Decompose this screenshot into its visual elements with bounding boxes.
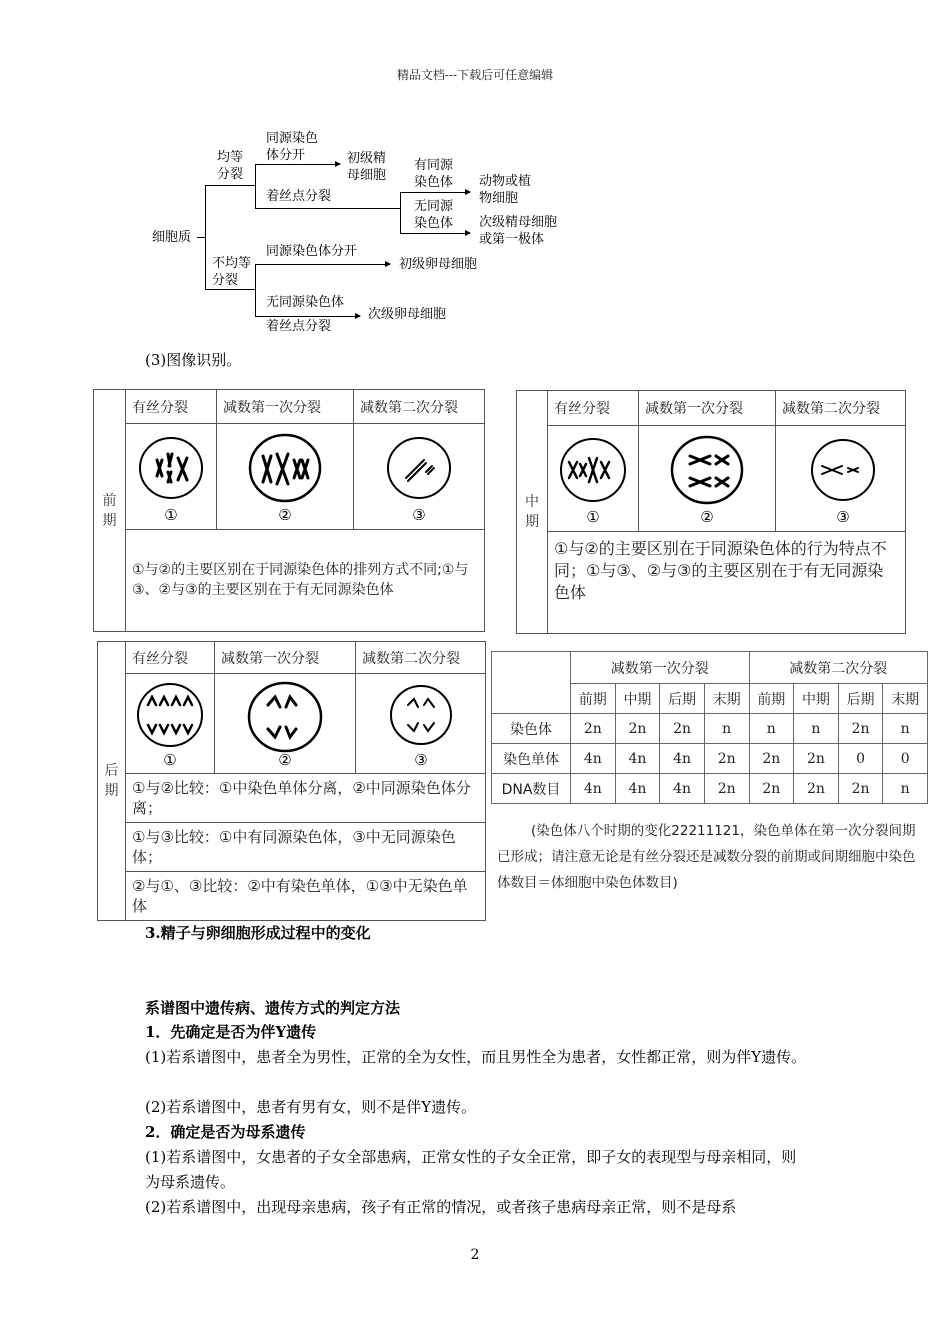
phase-header: 末期 [704, 684, 749, 714]
metaphase-mitosis-cell-diagram [553, 428, 633, 526]
ana-circle-num-2: ② [278, 750, 292, 769]
table-footnote: (染色体八个时期的变化22211121，染色单体在第一次分裂间期已形成；请注意无论是有丝分裂还是减数分裂的前期或间期细胞中染色体数目＝体细胞中染色体数目) [497, 823, 916, 891]
table-row [492, 744, 928, 774]
table-cell: 4n [615, 744, 660, 774]
meta-circle-num-2: ② [700, 507, 714, 526]
tree-eq-b1: 有同源 染色体 [414, 158, 454, 190]
table-cell: 2n [615, 714, 660, 744]
page-header: 精品文档---下载后可任意编辑 [396, 68, 554, 82]
tree-root: 细胞质 [152, 230, 192, 245]
tree-eq-a: 同源染色 体分开 [266, 131, 319, 163]
phase-header: 后期 [660, 684, 705, 714]
table-cell: 4n [615, 774, 660, 804]
table-cell: n [704, 714, 749, 744]
prophase-meiosis2-cell-diagram [364, 426, 474, 524]
phase-header: 末期 [883, 684, 928, 714]
anaphase-table [97, 641, 486, 921]
group-meiosis1: 减数第一次分裂 [571, 652, 750, 684]
phase-header: 前期 [749, 684, 794, 714]
tree-eq-a-result: 初级精 母细胞 [347, 151, 387, 183]
anaphase-mitosis-cell [126, 674, 215, 774]
anaphase-stage: 后 期 [104, 763, 119, 799]
col-header-meiosis2: 减数第二次分裂 [354, 390, 485, 424]
meta-col-header-mitosis: 有丝分裂 [548, 391, 639, 426]
row-label: 染色体 [492, 714, 571, 744]
tree-un-b-result: 次级卵母细胞 [368, 307, 447, 322]
col-header-mitosis: 有丝分裂 [126, 390, 217, 424]
circle-num-2: ② [278, 505, 292, 524]
tree-eq-b2-result: 次级精母细胞 或第一极体 [479, 215, 558, 247]
anaphase-note-2: ①与③比较：①中有同源染色体，③中无同源染色体； [126, 823, 486, 872]
step1-paragraph-1: (1)若系谱图中，患者全为男性，正常的全为女性，而且男性全为患者，女性都正常，则为伴Y遗传。 [145, 1048, 807, 1066]
table-cell: n [794, 714, 839, 744]
tree-eq-b: 着丝点分裂 [266, 189, 332, 204]
tree-un-b1: 无同源染色体 [266, 295, 345, 310]
table-cell: 0 [883, 744, 928, 774]
metaphase-mitosis-cell [548, 426, 639, 532]
metaphase-meiosis1-cell [639, 426, 776, 532]
table-cell: 2n [749, 744, 794, 774]
phase-header: 后期 [838, 684, 883, 714]
tree-eq-b1-result: 动物或植 物细胞 [479, 174, 532, 206]
table-cell: 2n [794, 744, 839, 774]
step2-paragraph-2: (2)若系谱图中，出现母亲患病，孩子有正常的情况，或者孩子患病母亲正常，则不是母系 [145, 1198, 737, 1216]
table-cell: 4n [571, 774, 616, 804]
page-number: 2 [470, 1247, 480, 1263]
table-cell: 2n [660, 714, 705, 744]
tree-un-a-result: 初级卵母细胞 [399, 257, 478, 272]
ana-col-header-meiosis1: 减数第一次分裂 [215, 642, 356, 674]
ana-circle-num-3: ③ [413, 750, 428, 769]
col-header-meiosis1: 减数第一次分裂 [217, 390, 354, 424]
ana-circle-num-1: ① [163, 750, 177, 769]
table-cell: 4n [660, 774, 705, 804]
tree-unequal: 不均等 分裂 [212, 256, 252, 288]
circle-num-3: ③ [412, 505, 426, 524]
metaphase-meiosis2-cell-diagram [786, 428, 896, 526]
table-cell: 4n [571, 744, 616, 774]
step1-heading: 1．先确定是否为伴Y遗传 [145, 1023, 317, 1041]
meta-circle-num-1: ① [586, 507, 600, 526]
pedigree-title: 系谱图中遗传病、遗传方式的判定方法 [145, 999, 401, 1017]
phase-header: 中期 [794, 684, 839, 714]
prophase-stage: 前 期 [102, 492, 117, 529]
table-cell: n [883, 714, 928, 744]
group-meiosis2: 减数第二次分裂 [749, 652, 928, 684]
phase-header: 中期 [615, 684, 660, 714]
prophase-meiosis1-cell-diagram [230, 426, 340, 524]
table-cell: 2n [838, 774, 883, 804]
step2-paragraph-1: (1)若系谱图中，女患者的子女全部患病，正常女性的子女全正常，即子女的表现型与母亲相同，则为母系遗传。 [145, 1148, 797, 1191]
anaphase-meiosis1-cell [215, 674, 356, 774]
circle-num-1: ① [164, 505, 178, 524]
step1-paragraph-2: (2)若系谱图中，患者有男有女，则不是伴Y遗传。 [145, 1098, 477, 1116]
metaphase-stage: 中 期 [525, 494, 539, 530]
prophase-table [93, 389, 485, 632]
prophase-note: ①与②的主要区别在于同源染色体的排列方式不同;①与③、②与③的主要区别在于有无同源染色体 [126, 530, 485, 632]
table-cell: 2n [794, 774, 839, 804]
metaphase-meiosis2-cell [776, 426, 906, 532]
table-cell: n [749, 714, 794, 744]
table-cell: 2n [571, 714, 616, 744]
meta-col-header-meiosis2: 减数第二次分裂 [776, 391, 906, 426]
anaphase-note-1: ①与②比较：①中染色单体分离，②中同源染色体分离； [126, 774, 486, 823]
anaphase-note-3: ②与①、③比较：②中有染色单体，①③中无染色单体 [126, 872, 486, 921]
table-cell: 2n [749, 774, 794, 804]
anaphase-meiosis1-cell-diagram [230, 675, 340, 769]
heading-3: 3.精子与卵细胞形成过程中的变化 [145, 924, 371, 942]
table-cell: 2n [838, 714, 883, 744]
chromosome-count-table [491, 651, 928, 804]
row-label: 染色单体 [492, 744, 571, 774]
tree-un-b2: 着丝点分裂 [266, 319, 332, 334]
section3-intro: (3)图像识别。 [145, 351, 242, 369]
table-cell: 2n [704, 774, 749, 804]
prophase-mitosis-cell [126, 424, 217, 530]
anaphase-meiosis2-cell [356, 674, 486, 774]
table-cell: 2n [704, 744, 749, 774]
meta-col-header-meiosis1: 减数第一次分裂 [639, 391, 776, 426]
prophase-mitosis-cell-diagram [131, 426, 211, 524]
table-cell: n [883, 774, 928, 804]
phase-header: 前期 [571, 684, 616, 714]
table-cell: 0 [838, 744, 883, 774]
table-row [492, 714, 928, 744]
prophase-meiosis1-cell [217, 424, 354, 530]
row-label: DNA数目 [492, 774, 571, 804]
tree-un-a: 同源染色体分开 [266, 244, 358, 259]
ana-col-header-mitosis: 有丝分裂 [126, 642, 215, 674]
tree-eq-b2: 无同源 染色体 [414, 199, 454, 231]
metaphase-note: ①与②的主要区别在于同源染色体的行为特点不同；①与③、②与③的主要区别在于有无同源染色体 [548, 532, 906, 634]
ana-col-header-meiosis2: 减数第二次分裂 [356, 642, 486, 674]
metaphase-meiosis1-cell-diagram [652, 428, 762, 526]
meta-circle-num-3: ③ [835, 507, 850, 526]
tree-equal: 均等 分裂 [217, 150, 244, 182]
prophase-meiosis2-cell [354, 424, 485, 530]
metaphase-table [516, 390, 906, 634]
table-cell: 4n [660, 744, 705, 774]
anaphase-meiosis2-cell-diagram [366, 675, 476, 769]
cytoplasm-division-tree [0, 0, 950, 340]
step2-heading: 2．确定是否为母系遗传 [145, 1123, 306, 1141]
table-row [492, 774, 928, 804]
anaphase-mitosis-cell-diagram [130, 675, 210, 769]
